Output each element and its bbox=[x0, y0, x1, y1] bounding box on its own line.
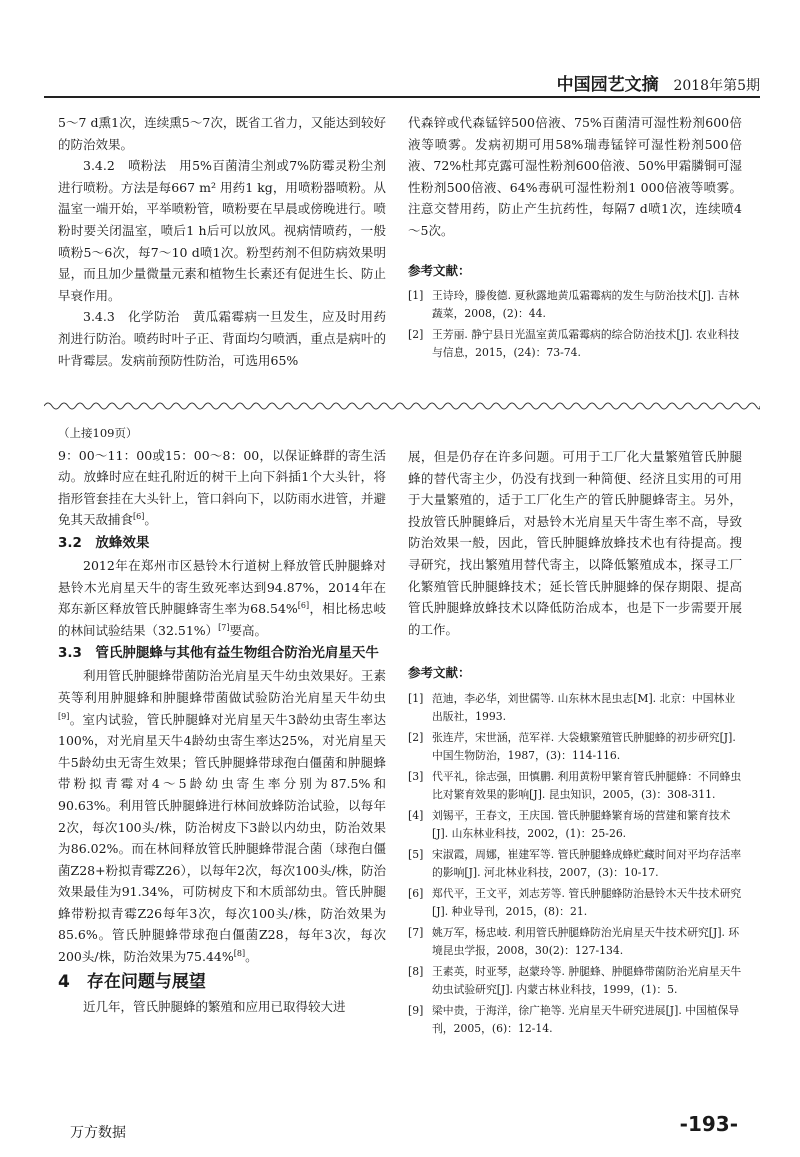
paragraph: 近几年，管氏肿腿蜂的繁殖和应用已取得较大进 bbox=[83, 998, 346, 1014]
reference-item: [4] 刘锡平，王春文，王庆国. 管氏肿腿蜂繁育场的营建和繁育技术[J]. 山东林业科技，2002，(1)：25-26. bbox=[408, 808, 731, 840]
reference-list bbox=[408, 287, 742, 362]
paragraph: 2012年在郑州市区悬铃木行道树上释放管氏肿腿蜂对悬铃木光肩星天牛的寄生致死率达到94.87%，2014年在郑东新区释放管氏肿腿蜂寄生率为68.54%[6]，相比杨忠岐的林间试验结果（32.51%）[7]要高。 bbox=[58, 557, 386, 638]
references-heading: 参考文献： bbox=[408, 262, 471, 278]
paragraph: 展，但是仍存在许多问题。可用于工厂化大量繁殖管氏肿腿蜂的替代寄主少，仍没有找到一种简便、经济且实用的可用于大量繁殖的，适于工厂化生产的管氏肿腿蜂寄主。另外，投放管氏肿腿蜂后，对悬铃木光肩星天牛寄生率不高，导致防治效果一般，因此，管氏肿腿蜂放蜂技术也有待提高。搜寻研究，找出繁殖用替代寄主，以降低繁殖成本，探寻工厂化繁殖管氏肿腿蜂技术；延长管氏肿腿蜂的保存期限、提高管氏肿腿蜂放蜂技术以降低防治成本，也是下一步需要开展的工作。 bbox=[408, 449, 742, 637]
citation: [6] bbox=[133, 512, 145, 522]
references-heading: 参考文献： bbox=[408, 665, 471, 681]
citation: [7] bbox=[218, 622, 230, 632]
bottom-left-column bbox=[58, 423, 386, 1017]
section-divider bbox=[44, 400, 760, 412]
reference-item: [6] 郑代平，王文平，刘志芳等. 管氏肿腿蜂防治悬铃木天牛技术研究[J]. 种业导刊，2015，(8)：21. bbox=[408, 886, 742, 918]
reference-item: [5] 宋淑霞，周娜，崔建军等. 管氏肿腿蜂成蜂贮藏时间对平均存活率的影响[J]. 河北林业科技，2007，(3)：10-17. bbox=[408, 847, 742, 879]
citation: [6] bbox=[297, 601, 310, 610]
section-text: 用5%百菌清尘剂或7%防霉灵粉尘剂进行喷粉。方法是每667 m² 用药1 kg，用喷粉器喷粉。从温室一端开始，平举喷粉管，喷粉要在早晨或傍晚进行。喷粉时要关闭温室，喷后1 h后可以放风。视病情喷药，一般喷粉5～6次，每7～10 d喷1次。粉型药剂不但防病效果明显，而且加少量微量元素和植物生长素还有促进生长、防止早衰作用。 bbox=[58, 158, 386, 303]
running-header bbox=[557, 70, 760, 95]
paragraph: 9：00～11：00或15：00～8：00，以保证蜂群的寄生活动。放蜂时应在蛀孔附近的树干上向下斜插1个大头针，将指形管套挂在大头针上，管口斜向下，以防雨水进管，并避免其天敌捕食[6]。 bbox=[58, 447, 386, 528]
section-heading-3-3: 3.3 管氏肿腿蜂与其他有益生物组合防治光肩星天牛 bbox=[58, 645, 379, 662]
reference-item: [2] 张连芹，宋世涵，范军祥. 大袋蛾繁殖管氏肿腿蜂的初步研究[J]. 中国生物防治，1987，(3)：114-116. bbox=[408, 730, 736, 762]
continued-note: （上接109页） bbox=[58, 426, 138, 440]
top-left-column bbox=[58, 112, 386, 371]
top-right-column bbox=[408, 112, 742, 365]
reference-list bbox=[408, 690, 742, 1038]
reference-item: [1] 范迪，李必华，刘世儒等. 山东林木昆虫志[M]. 北京：中国林业出版社，1993. bbox=[408, 691, 736, 723]
section-title: 化学防治 bbox=[128, 309, 180, 325]
paragraph: 代森锌或代森锰锌500倍液、75%百菌清可湿性粉剂600倍液等喷雾。发病初期可用58%瑞毒锰锌可湿性粉剂500倍液、72%杜邦克露可湿性粉剂600倍液、50%甲霜膦铜可湿性粉剂500倍液、64%毒矾可湿性粉剂1 000倍液等喷雾。注意交替用药，防止产生抗药性，每隔7 d喷1次，连续喷4～5次。 bbox=[408, 115, 742, 238]
reference-item: [9] 梁中贵，于海洋，徐广艳等. 光肩星天牛研究进展[J]. 中国植保导刊，2005，(6)：12-14. bbox=[408, 1003, 740, 1035]
reference-item: [1] 王诗玲，滕俊德. 夏秋露地黄瓜霜霉病的发生与防治技术[J]. 吉林蔬菜，2008，(2)：44. bbox=[408, 289, 740, 321]
reference-item: [7] 姚万军，杨忠岐. 利用管氏肿腿蜂防治光肩星天牛技术研究[J]. 环境昆虫学报，2008，30(2)：127-134. bbox=[408, 925, 740, 957]
section-heading-4: 4 存在问题与展望 bbox=[58, 971, 206, 992]
journal-issue: 2018年第5期 bbox=[673, 78, 760, 94]
header-rule bbox=[44, 96, 760, 98]
footer-watermark: 万方数据 bbox=[70, 1125, 126, 1141]
reference-item: [3] 代平礼，徐志强，田慎鹏. 利用黄粉甲繁育管氏肿腿蜂：不同蜂虫比对繁育效果的影响[J]. 昆虫知识，2005，(3)：308-311. bbox=[408, 769, 742, 801]
reference-item: [8] 王素英，时亚琴，赵蒙玲等. 肿腿蜂、肿腿蜂带菌防治光肩星天牛幼虫试验研究[J]. 内蒙古林业科技，1999，(1)：5. bbox=[408, 964, 742, 996]
paragraph: 利用管氏肿腿蜂带菌防治光肩星天牛幼虫效果好。王素英等利用肿腿蜂和肿腿蜂带菌做试验防治光肩星天牛幼虫[9]。室内试验，管氏肿腿蜂对光肩星天牛3龄幼虫寄生率达100%，对光肩星天牛4龄幼虫寄生率达25%，对光肩星天牛5龄幼虫无寄生效果；管氏肿腿蜂带球孢白僵菌和肿腿蜂带粉拟青霉对4～5龄幼虫寄生率分别为87.5%和90.63%。利用管氏肿腿蜂进行林间放蜂防治试验，以每年2次，每次100头/株，防治树皮下3龄以内幼虫，防治效果为86.02%。而在林间释放管氏肿腿蜂带混合菌（球孢白僵菌Z28+粉拟青霉Z26），以每年2次，每次100头/株，防治效果最佳为91.34%，可防树皮下和木质部幼虫。管氏肿腿蜂带粉拟青霉Z26每年3次，每次100头/株，防治效果为85.6%。管氏肿腿蜂带球孢白僵菌Z28，每年3次，每次200头/株，防治效果为75.44%[8]。 bbox=[58, 668, 386, 965]
bottom-right-column bbox=[408, 446, 742, 1041]
section-heading-3-2: 3.2 放蜂效果 bbox=[58, 534, 150, 551]
section-text: 黄瓜霜霉病一旦发生，应及时用药剂进行防治。喷药时叶子正、背面均匀喷洒，重点是病叶的叶背霉层。发病前预防性防治，可选用65% bbox=[58, 309, 386, 368]
reference-item: [2] 王芳丽. 静宁县日光温室黄瓜霜霉病的综合防治技术[J]. 农业科技与信息，2015，(24)：73-74. bbox=[408, 328, 740, 360]
page-number: -193- bbox=[679, 1112, 738, 1136]
section-number: 3.4.3 bbox=[83, 309, 115, 325]
section-number: 3.4.2 bbox=[83, 158, 115, 174]
section-3-4-2 bbox=[58, 155, 386, 306]
section-3-4-3 bbox=[58, 306, 386, 371]
section-title: 喷粉法 bbox=[127, 158, 167, 174]
citation: [9] bbox=[58, 711, 70, 721]
citation: [8] bbox=[233, 948, 246, 958]
paragraph: 5～7 d熏1次，连续熏5～7次，既省工省力，又能达到较好的防治效果。 bbox=[58, 115, 386, 152]
journal-title: 中国园艺文摘 bbox=[556, 75, 659, 95]
